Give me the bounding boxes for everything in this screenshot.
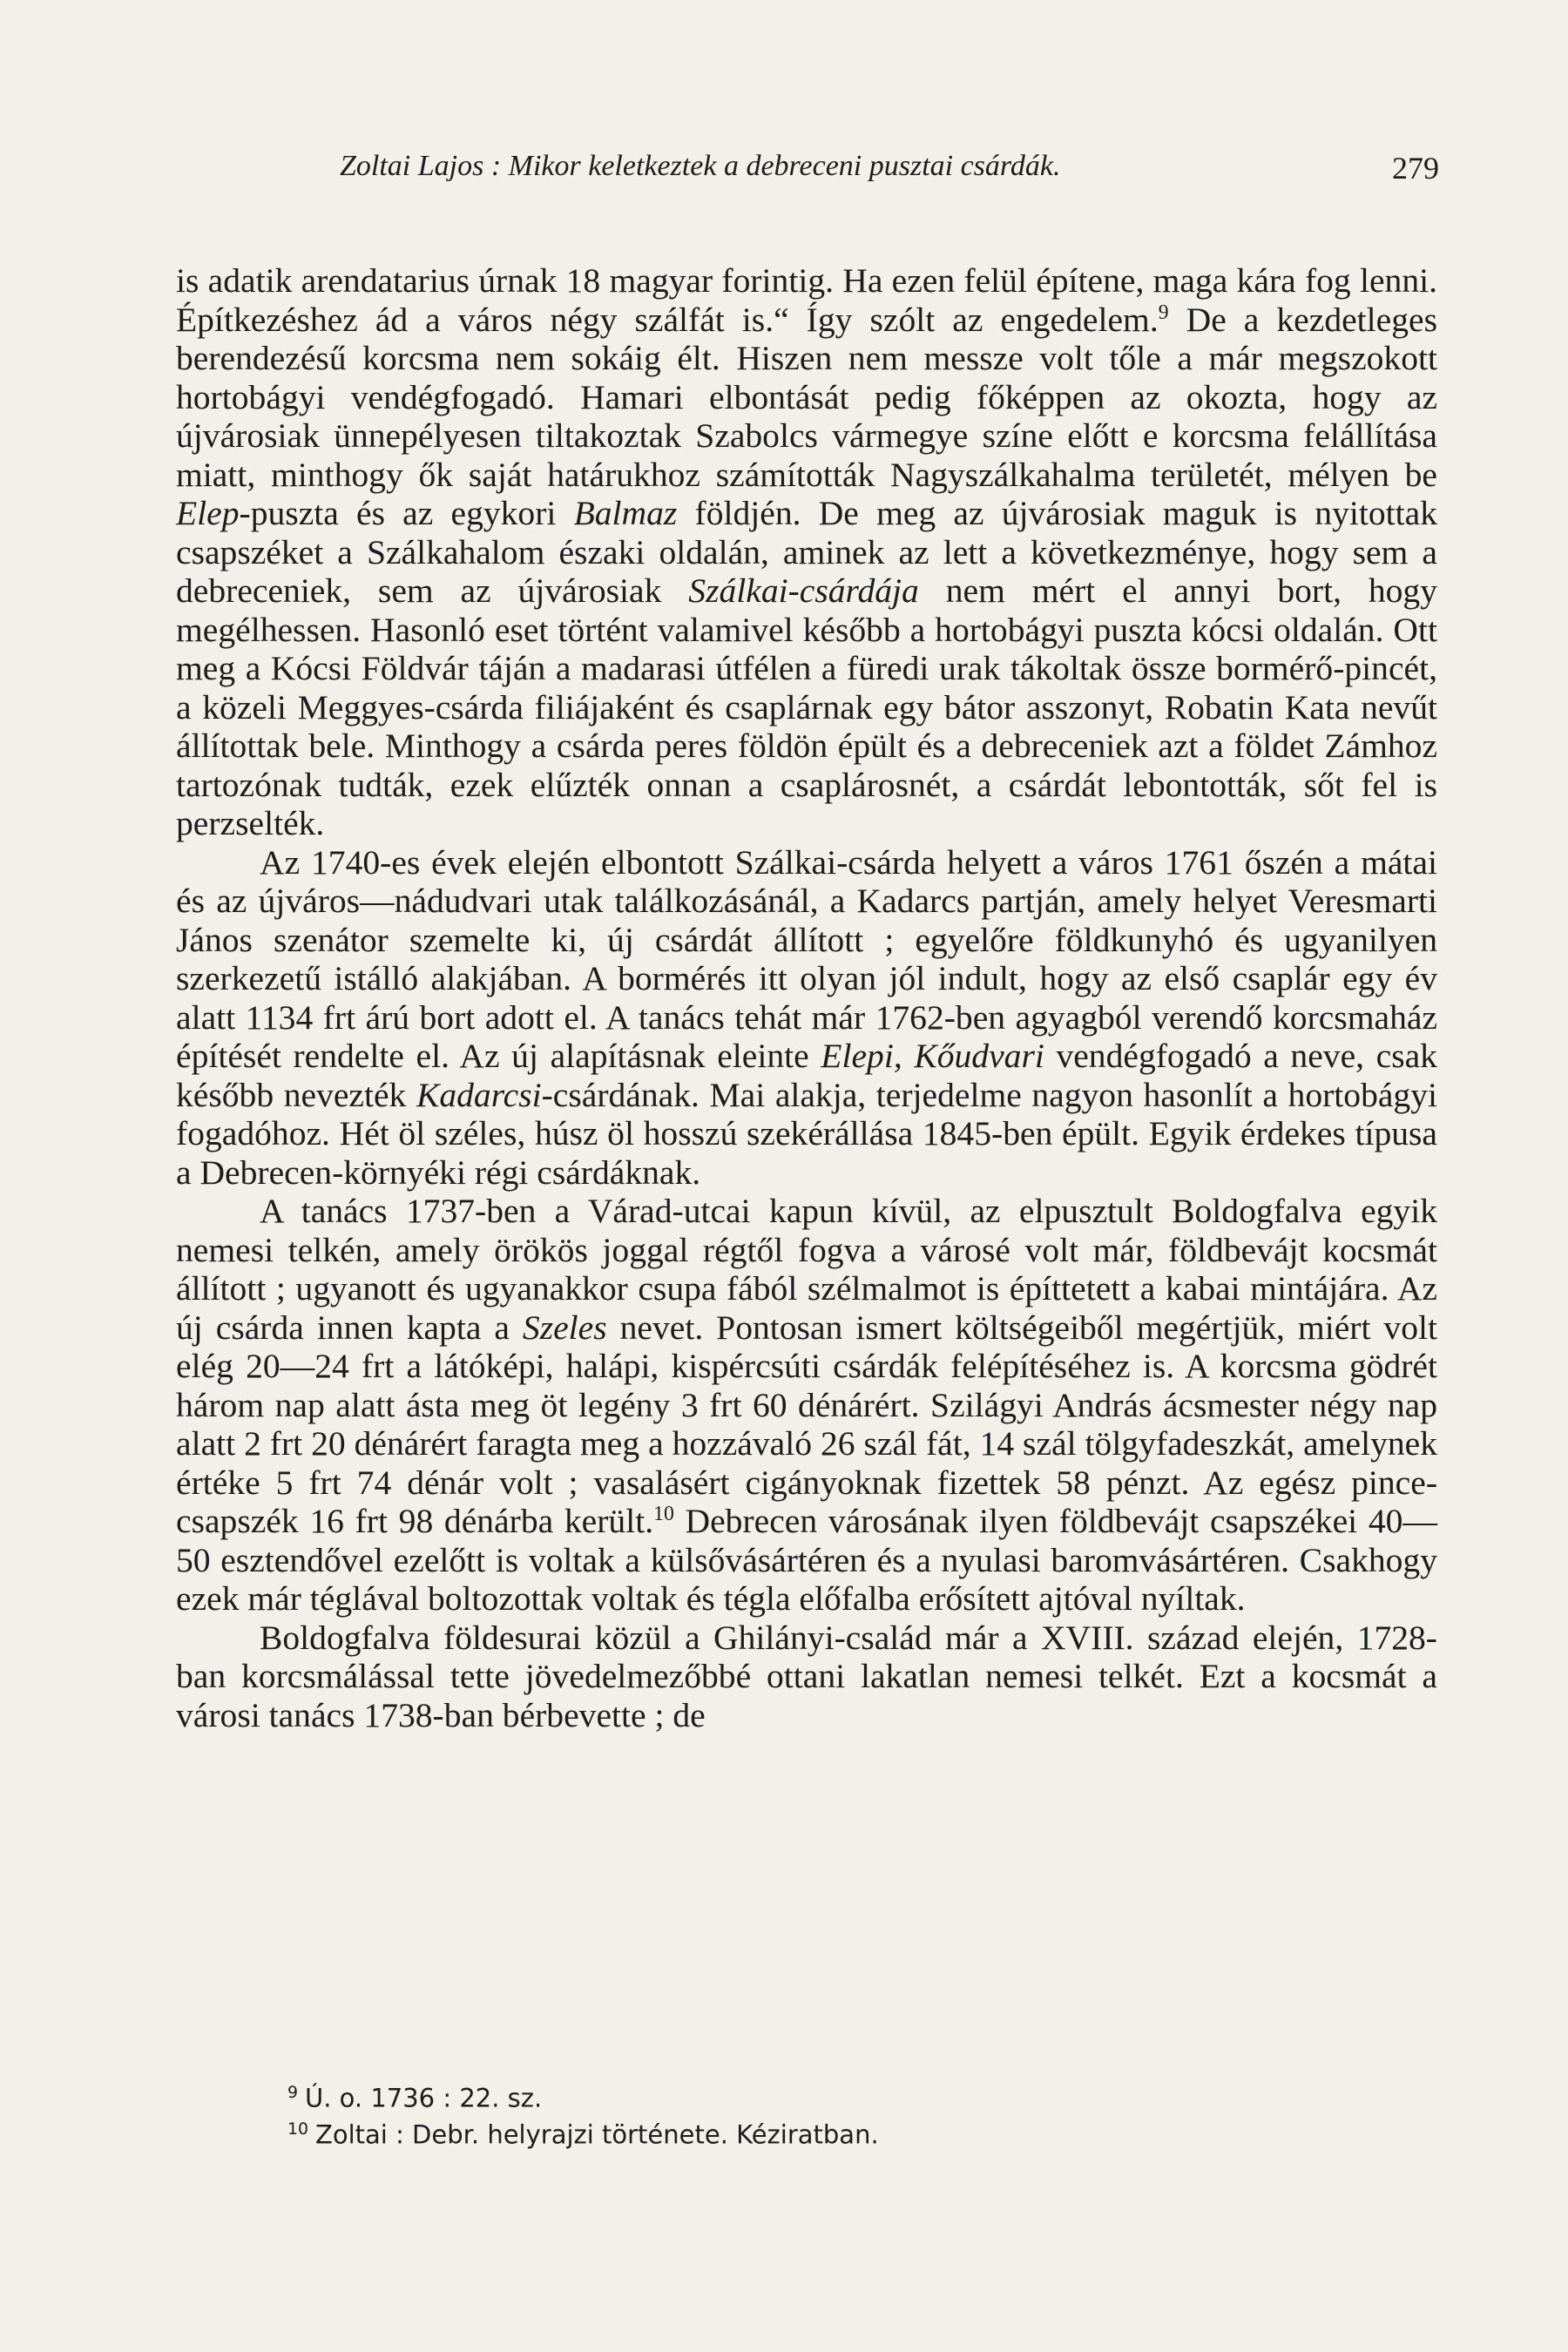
text-run: nevet. Pontosan ismert költségeiből megértjük, miért volt elég 20—24 frt a látóképi, halápi, kispércsúti csárdák felépítéséhez is. A korcsma gödrét három nap alatt ásta meg öt legény 3 frt 60 dénárért. Szilágyi András ácsmester négy nap alatt 2 frt 20 dénárért faragta meg a hozzávaló 26 szál fát, 14 szál tölgyfadeszkát, amelynek értéke 5 frt 74 dénár volt ; vasalásért cigányoknak fizettek 58 pénzt. Az egész pince-csapszék 16 frt 98 dénárba került. [176,1308,1437,1540]
footnote-text: Zoltai : Debr. helyrajzi története. Kéziratban. [314,2119,879,2150]
paragraph [176,1619,1437,1735]
footnote [287,2114,1333,2151]
italic-text: Kadarcsi [416,1075,542,1114]
text-run: vendégfogadó a neve, csak később nevezték [176,1037,1437,1114]
text-run: Boldogfalva földesurai közül a Ghilányi-család már a XVIII. század elején, 1728-ban korcsmálással tette jövedelmezőbbé ottani lakatlan nemesi telkét. Ezt a kocsmát a városi tanács 1738-ban bérbevette ; de [176,1618,1437,1734]
text-run: is adatik arendatarius úrnak 18 magyar forintig. Ha ezen felül építene, maga kára fog lenni. Építkezéshez ád a város négy szálfát is.“ Így szólt az engedelem. [176,261,1437,339]
footnote-mark: 10 [287,2119,308,2139]
text-run: A tanács 1737-ben a Várad-utcai kapun kívül, az elpusztult Boldogfalva egyik nemesi telkén, amely örökös joggal régtől fogva a városé volt már, földbevájt kocsmát állított ; ugyanott és ugyanakkor csupa fából szélmalmot is építtetett a kabai mintájára. Az új csárda innen kapta a [176,1192,1437,1347]
footnote-ref: 10 [653,1502,674,1525]
paragraph [176,261,1437,843]
paragraph [176,843,1437,1193]
text-run: Az 1740-es évek elején elbontott Szálkai-csárda helyett a város 1761 őszén a mátai és az újváros—nádudvari utak találkozásánál, a Kadarcs partján, amely helyet Veresmarti János szenátor szemelte ki, új csárdát állított ; egyelőre földkunyhó és ugyanilyen szerkezetű istálló alakjában. A bormérés itt olyan jól indult, hogy az első csaplár egy év alatt 1134 frt árú bort adott el. A tanács tehát már 1762-ben agyagból verendő korcsmaház építését rendelte el. Az új alapításnak eleinte [176,842,1437,1075]
running-title: Zoltai Lajos : Mikor keletkeztek a debreceni pusztai csárdák. [340,150,1061,182]
footnote-ref: 9 [1158,301,1169,324]
footnotes [287,2078,1333,2150]
text-run: De a kezdetleges berendezésű korcsma nem sokáig élt. Hiszen nem messze volt tőle a már megszokott hortobágyi vendégfogadó. Hamari elbontását pedig főképpen az okozta, hogy az újvárosiak ünnepélyesen tiltakoztak Szabolcs vármegye színe előtt e korcsma felállítása miatt, minthogy ők saját határukhoz számították Nagyszálkahalma területét, mélyen be [176,300,1437,494]
text-run: Debrecen városának ilyen földbevájt csapszékei 40—50 esztendővel ezelőtt is voltak a külsővásártéren és a nyulasi baromvásártéren. Csakhogy ezek már téglával boltozottak voltak és tégla előfalba erősített ajtóval nyíltak. [176,1502,1438,1618]
running-header [174,138,1439,199]
italic-text: Balmaz [573,494,678,532]
text-run: földjén. De meg az újvárosiak maguk is nyitottak csapszéket a Szálkahalom északi oldalán, aminek az lett a következménye, hogy sem a debreceniek, sem az újvárosiak [176,494,1437,610]
text-run: -csárdának. Mai alakja, terjedelme nagyon hasonlít a hortobágyi fogadóhoz. Hét öl széles, húsz öl hosszú szekérállása 1845-ben épült. Egyik érdekes típusa a Debrecen-környéki régi csárdáknak. [176,1075,1438,1192]
text-run: nem mért el annyi bort, hogy megélhessen. Hasonló eset történt valamivel később a hortobágyi puszta kócsi oldalán. Ott meg a Kócsi Földvár táján a madarasi útfélen a füredi urak tákoltak össze bormérő-pincét, a közeli Meggyes-csárda filiájaként és csaplárnak egy bátor asszonyt, Robatin Kata nevűt állítottak bele. Minthogy a csárda peres földön épült és a debreceniek azt a földet Zámhoz tartozónak tudták, ezek elűzték onnan a csaplárosnét, a csárdát lebontották, sőt fel is perzselték. [176,571,1437,842]
text-run: -puszta és az egykori [239,494,574,532]
italic-text: Szálkai-csárdája [688,571,919,610]
page-number: 279 [1392,151,1439,186]
footnote-text: Ú. o. 1736 : 22. sz. [305,2083,543,2113]
paragraph [176,1192,1437,1619]
footnote [287,2078,1333,2114]
italic-text: Szeles [522,1308,607,1347]
italic-text: Elep [176,494,240,532]
italic-text: Elepi, Kőudvari [821,1037,1044,1075]
footnote-mark: 9 [287,2084,298,2102]
body-text [176,261,1437,1734]
